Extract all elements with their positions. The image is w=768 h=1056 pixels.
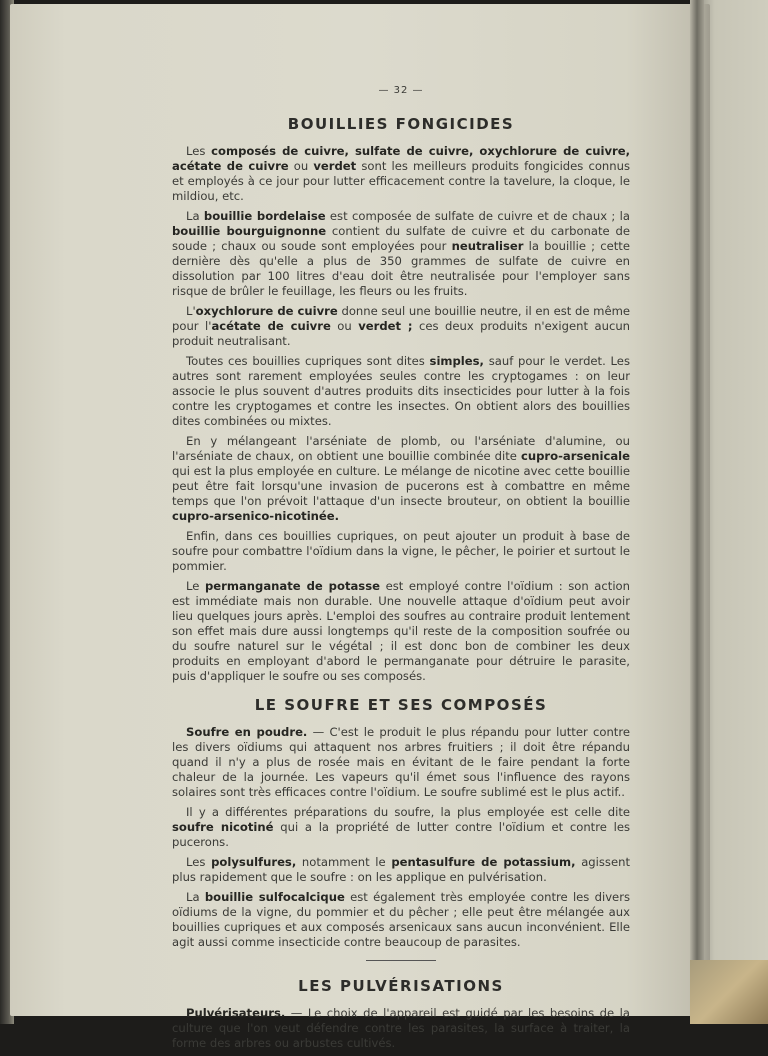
text-run: sauf pour le verdet. Les autres sont rarement employées seules contre les cryptogames : on leur associe le plus souvent d'autres produits dits insecticides pour lutter à la fois contre les cryptogames et contre les insectes. On obtient alors des bouillies dites combinées ou mixtes. — [172, 354, 630, 428]
text-run: ces deux produits n'exigent aucun produit neutralisant. — [172, 319, 631, 348]
section-bouillies — [172, 115, 630, 684]
bold-term: bouillie sulfocalcique — [204, 890, 345, 904]
text-run: est composée de sulfate de cuivre et de chaux ; la — [325, 209, 630, 223]
paragraph — [172, 1006, 630, 1051]
text-run: La — [186, 890, 205, 904]
paragraph — [172, 144, 630, 204]
text-run: agissent plus rapidement que le soufre : on les applique en pulvérisation. — [172, 855, 630, 884]
paragraph — [172, 354, 630, 429]
section-soufre — [172, 696, 630, 950]
text-run: contient du sulfate de cuivre et du carbonate de soude ; chaux ou soude sont employées pour — [172, 224, 630, 253]
paragraph — [172, 529, 630, 574]
text-run: sont les meilleurs produits fongicides connus et employés à ce jour pour lutter efficacement contre la tavelure, la cloque, le mildiou, etc. — [172, 159, 630, 203]
bold-term: Soufre en poudre. — [186, 725, 308, 739]
book-gutter — [690, 0, 704, 1010]
paragraph — [172, 209, 630, 299]
bold-term: oxychlorure de cuivre — [195, 304, 338, 318]
section-heading: LE SOUFRE ET SES COMPOSÉS — [254, 696, 548, 714]
paragraph-list — [172, 144, 630, 684]
paragraph — [172, 579, 630, 684]
bold-term: permanganate de potasse — [204, 579, 380, 593]
text-run: — C'est le produit le plus répandu pour lutter contre les divers oïdiums qui attaquent nos arbres fruitiers ; il doit être répandu quand il n'y a plus de rosée mais en évitant de le faire pendant la forte chaleur de la journée. Les vapeurs qu'il émet sous l'influence des rayons solaires sont très efficaces contre l'oïdium. Le soufre sublimé est le plus actif.. — [172, 725, 630, 799]
bold-term: verdet ; — [358, 319, 413, 333]
text-run: qui est la plus employée en culture. Le mélange de nicotine avec cette bouillie peut être fait lorsqu'une invasion de pucerons est à combattre en même temps que l'on prévoit l'attaque d'un insecte brouteur, on obtient la bouillie — [172, 464, 630, 508]
text-run: Il y a différentes préparations du soufre, la plus employée est celle dite — [186, 805, 630, 819]
bold-term: cupro-arsenico-nicotinée. — [172, 509, 340, 523]
text-run: Le — [186, 579, 205, 593]
section-divider — [366, 960, 436, 961]
paragraph — [172, 805, 630, 850]
text-run: notamment le — [296, 855, 392, 869]
text-run: qui a la propriété de lutter contre l'oïdium et contre les pucerons. — [172, 820, 630, 849]
bold-term: verdet — [313, 159, 357, 173]
text-run: La — [186, 209, 204, 223]
text-run: Enfin, dans ces bouillies cupriques, on peut ajouter un produit à base de soufre pour combattre l'oïdium dans la vigne, le pêcher, le poirier et surtout le pommier. — [172, 529, 630, 573]
section-heading: LES PULVÉRISATIONS — [298, 977, 504, 995]
bold-term: neutraliser — [451, 239, 524, 253]
page-corner — [690, 960, 768, 1024]
paragraph — [172, 890, 630, 950]
section-heading: BOUILLIES FONGICIDES — [287, 115, 515, 133]
page-number: — 32 — — [378, 85, 424, 96]
text-run: Les — [186, 144, 212, 158]
bold-term: pentasulfure de potassium, — [391, 855, 576, 869]
bold-term: simples, — [429, 354, 484, 368]
paragraph — [172, 434, 630, 524]
text-run: — Le choix de l'appareil est guidé par les besoins de la culture que l'on veut défendre contre les parasites, la surface à traiter, la forme des arbres ou arbustes cultivés. — [172, 1006, 630, 1050]
text-run: ou — [288, 159, 314, 173]
bold-term: acétate de cuivre — [211, 319, 331, 333]
text-run: donne seul une bouillie neutre, il en est de même pour l' — [172, 304, 631, 333]
text-run: En y mélangeant l'arséniate de plomb, ou l'arséniate d'alumine, ou l'arséniate de chaux, on obtient une bouillie combinée dite — [172, 434, 630, 463]
paragraph-list — [172, 725, 630, 950]
section-pulverisations — [172, 977, 630, 1051]
bold-term: polysulfures, — [211, 855, 297, 869]
text-run: est également très employée contre les divers oïdiums de la vigne, du pommier et du pêcher ; elle peut être mélangée aux bouillies cupriques et aux composés arsenicaux sans aucun inconvénient. Elle agit aussi comme insecticide contre beaucoup de parasites. — [172, 890, 630, 949]
bold-term: bouillie bourguignonne — [172, 224, 327, 238]
text-run: ou — [330, 319, 359, 333]
text-run: est employé contre l'oïdium : son action est immédiate mais non durable. Une nouvelle attaque d'oïdium peut avoir lieu quelques jours après. L'emploi des soufres au contraire produit lentement son effet mais dure aussi longtemps qu'il reste de la composition soufrée ou du soufre naturel sur le végétal ; il est donc bon de combiner les deux produits en employant d'abord le permanganate pour détruire le parasite, puis d'appliquer le soufre ou ses composés. — [172, 579, 630, 683]
page-content — [172, 84, 630, 1056]
paragraph — [172, 855, 630, 885]
bold-term: composés de cuivre, sulfate de cuivre, oxychlorure de cuivre, acétate de cuivre — [172, 144, 630, 173]
text-run: Les — [186, 855, 212, 869]
bold-term: bouillie bordelaise — [203, 209, 326, 223]
paragraph — [172, 725, 630, 800]
bold-term: soufre nicotiné — [172, 820, 274, 834]
bold-term: cupro-arsenicale — [521, 449, 630, 463]
bold-term: Pulvérisateurs. — [186, 1006, 286, 1020]
paragraph-list — [172, 1006, 630, 1051]
paragraph — [172, 304, 630, 349]
text-run: L' — [186, 304, 196, 318]
text-run: la bouillie ; cette dernière dès qu'elle a plus de 350 grammes de sulfate de cuivre en dissolution par 100 litres d'eau doit être neutralisée pour l'employer sans risque de brûler le feuillage, les fleurs ou les fruits. — [172, 239, 630, 298]
text-run: Toutes ces bouillies cupriques sont dites — [186, 354, 430, 368]
